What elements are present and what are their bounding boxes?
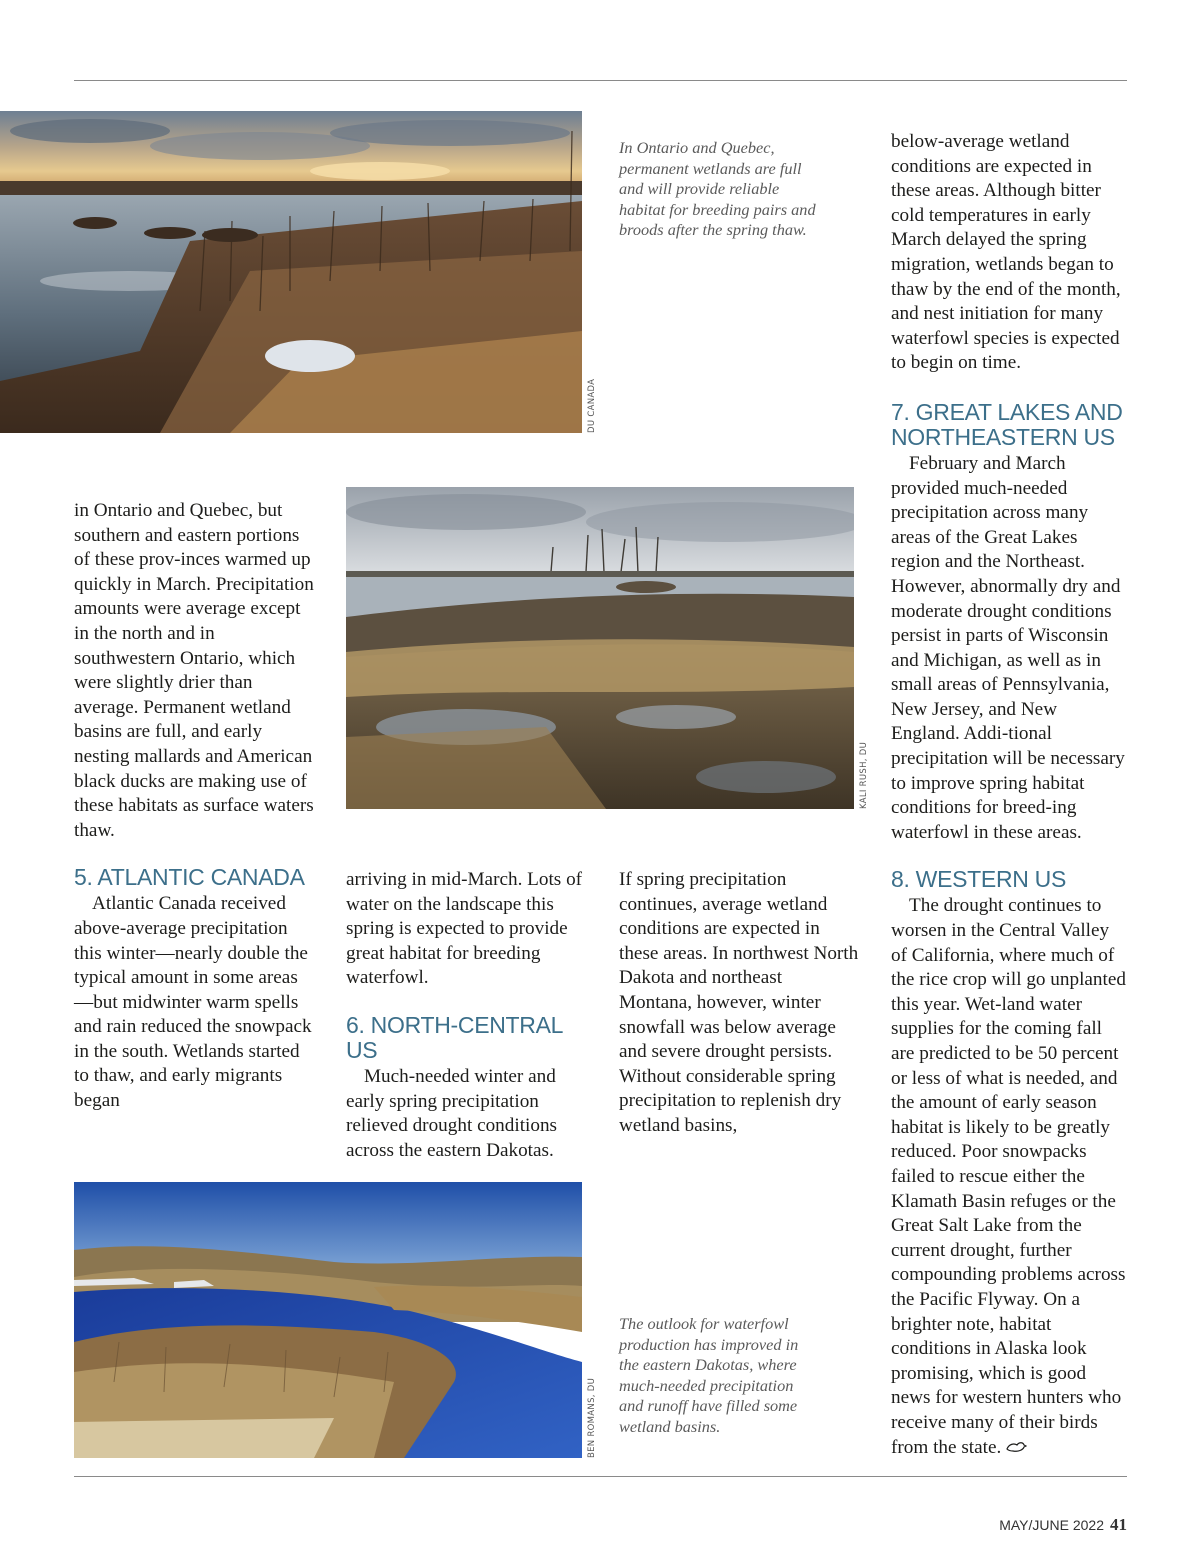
photo-credit-top: DU CANADA xyxy=(587,378,597,433)
col2-paragraph: arriving in mid-March. Lots of water on the landscape this spring is expected to provide great habitat for breeding waterfowl. xyxy=(346,869,583,989)
text-column-2 xyxy=(346,868,586,1163)
photo-credit-bottom: BEN ROMANS, DU xyxy=(587,1377,597,1458)
text-column-4 xyxy=(891,130,1129,1460)
page-number: 41 xyxy=(1110,1515,1127,1534)
photo-credit-middle: KALI RUSH, DU xyxy=(859,741,869,809)
photo-prairie-pond xyxy=(74,1182,582,1458)
caption-top: In Ontario and Quebec, permanent wetlands are full and will provide reliable habitat for breeding pairs and broods after the spring thaw. xyxy=(619,138,816,239)
footer-rule xyxy=(74,1476,1127,1477)
col3-paragraph: If spring precipitation continues, average wetland conditions are expected in these areas. In northwest North Dakota and northeast Montana, however, winter snowfall was below average and severe drought persists. Without considerable spring precipitation to replenish dry wetland basins, xyxy=(619,869,859,1136)
section8-text: The drought continues to worsen in the Central Valley of California, where much of the rice crop will go unplanted this year. Wet-land water supplies for the coming fall are predicted to be 50 percent or less of what is needed, and the amount of early season habitat is likely to be greatly reduced. Poor snowpacks failed to rescue either the Klamath Basin refuges or the Great Salt Lake from the current drought, further compounding problems across the Pacific Flyway. On a brighter note, habitat conditions in Alaska look promising, which is good news for western hunters who receive many of their birds from the state. xyxy=(891,895,1126,1458)
caption-bottom: The outlook for waterfowl production has improved in the eastern Dakotas, where much-needed precipitation and runoff have filled some wetland basins. xyxy=(619,1314,799,1436)
section-heading-great-lakes: 7. GREAT LAKES AND NORTHEASTERN US xyxy=(891,398,1123,450)
col4-paragraph: below-average wetland conditions are expected in these areas. Although bitter cold temperatures in early March delayed the spring migration, wetlands began to thaw by the end of the month, and nest initiation for many waterfowl species is expected to begin on time. xyxy=(891,131,1121,374)
col1-paragraph: in Ontario and Quebec, but southern and eastern portions of these prov-inces warmed up quickly in March. Precipitation amounts were average except in the north and in southwestern Ontario, which were slightly drier than average. Permanent wetland basins are full, and early nesting mallards and American black ducks are making use of these habitats as surface waters thaw. xyxy=(74,500,314,841)
photo-dakota-wetland xyxy=(346,487,854,809)
duck-end-mark-icon xyxy=(1005,1440,1027,1454)
section-heading-atlantic-canada: 5. ATLANTIC CANADA xyxy=(74,864,305,891)
text-column-3 xyxy=(619,868,859,1139)
section7-paragraph: February and March provided much-needed precipitation across many areas of the Great Lakes region and the Northeast. However, abnormally dry and moderate drought conditions persist in parts of Wisconsin and Michigan, as well as in small areas of Pennsylvania, New Jersey, and New England. Addi-tional precipitation will be necessary to improve spring habitat conditions for breed-ing waterfowl in these areas. xyxy=(891,452,1125,843)
header-rule xyxy=(74,80,1127,81)
section8-paragraph xyxy=(891,894,1129,1460)
text-column-1 xyxy=(74,499,314,1114)
section-heading-north-central-us: 6. NORTH-CENTRAL US xyxy=(346,1011,563,1063)
page-footer xyxy=(999,1515,1127,1535)
section5-paragraph: Atlantic Canada received above-average precipitation this winter—nearly double the typical amount in some areas—but midwinter warm spells and rain reduced the snowpack in the south. Wetlands started to thaw, and early migrants began xyxy=(74,893,312,1112)
photo-ontario-wetland xyxy=(0,111,582,433)
section-heading-western-us: 8. WESTERN US xyxy=(891,866,1067,893)
footer-issue-date: MAY/JUNE 2022 xyxy=(999,1517,1104,1533)
section6-paragraph: Much-needed winter and early spring precipitation relieved drought conditions across the eastern Dakotas. xyxy=(346,1065,558,1161)
